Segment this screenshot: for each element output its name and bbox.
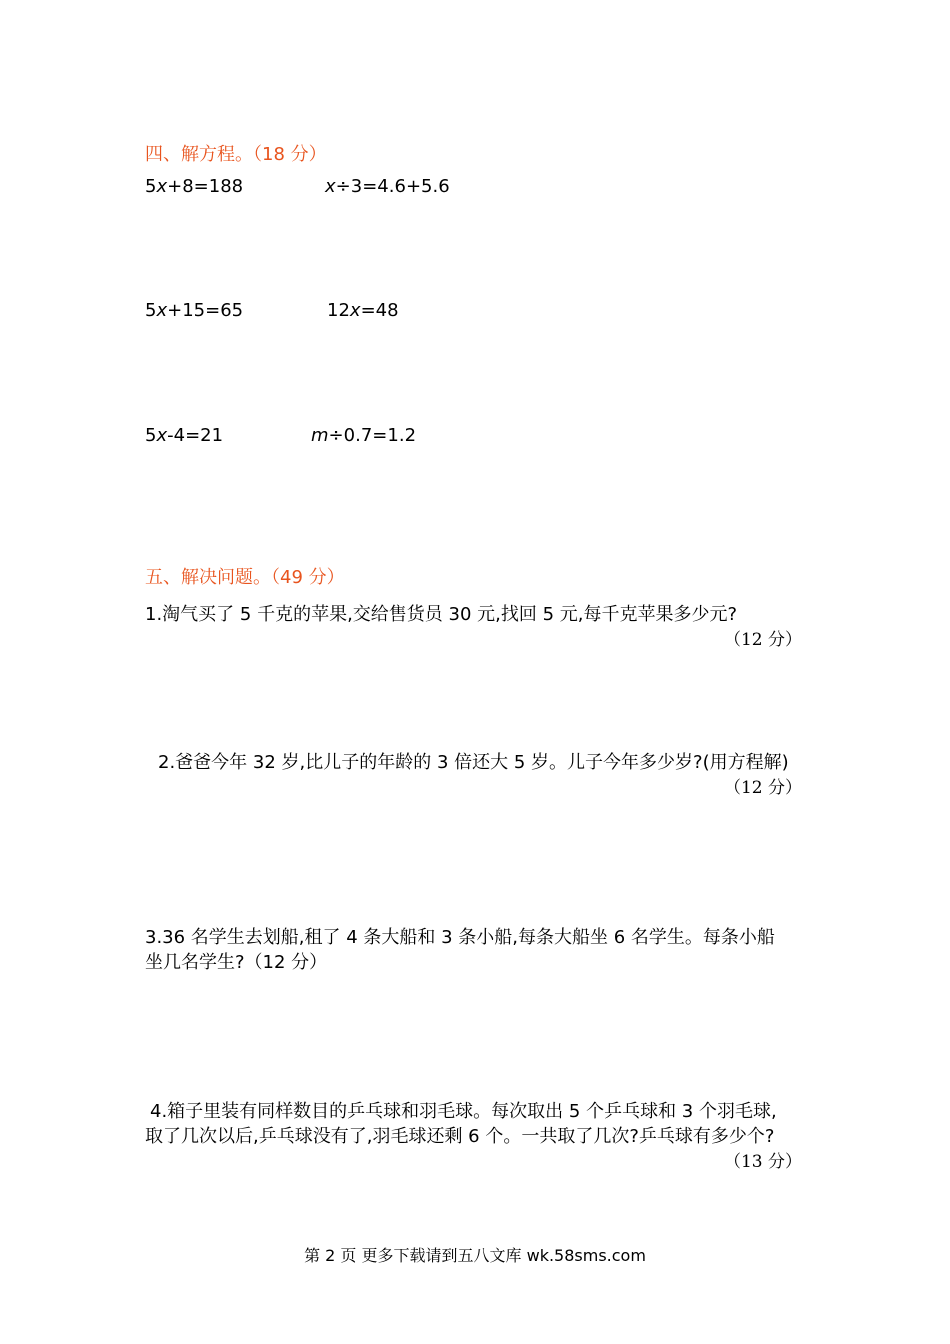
problem-text: 1.淘气买了 5 千克的苹果,交给售货员 30 元,找回 5 元,每千克苹果多少元? (145, 604, 738, 625)
equation: 5x+8=188 (145, 176, 244, 197)
equation: 12x=48 (327, 300, 399, 321)
problem-score: （12 分） (723, 630, 802, 650)
problem-text: 2.爸爸今年 32 岁,比儿子的年龄的 3 倍还大 5 岁。儿子今年多少岁?(用方程解) (158, 752, 789, 773)
section-heading-problems: 五、解决问题。（49 分） (145, 567, 345, 588)
equation: 5x+15=65 (145, 300, 244, 321)
equation: 5x-4=21 (145, 425, 224, 446)
problem-score: （12 分） (723, 778, 802, 798)
equation: m÷0.7=1.2 (311, 425, 417, 446)
section-heading-equations: 四、解方程。（18 分） (145, 144, 327, 165)
problem-text: 取了几次以后,乒乓球没有了,羽毛球还剩 6 个。一共取了几次?乒乓球有多少个? (145, 1126, 775, 1147)
page-footer: 第 2 页 更多下载请到五八文库 wk.58sms.com (304, 1246, 646, 1265)
problem-text: 坐几名学生?（12 分） (145, 952, 328, 973)
problem-score: （13 分） (723, 1152, 802, 1172)
equation: x÷3=4.6+5.6 (325, 176, 450, 197)
problem-text: 4.箱子里装有同样数目的乒乓球和羽毛球。每次取出 5 个乒乓球和 3 个羽毛球, (150, 1101, 777, 1122)
problem-text: 3.36 名学生去划船,租了 4 条大船和 3 条小船,每条大船坐 6 名学生。每条小船 (145, 927, 775, 948)
